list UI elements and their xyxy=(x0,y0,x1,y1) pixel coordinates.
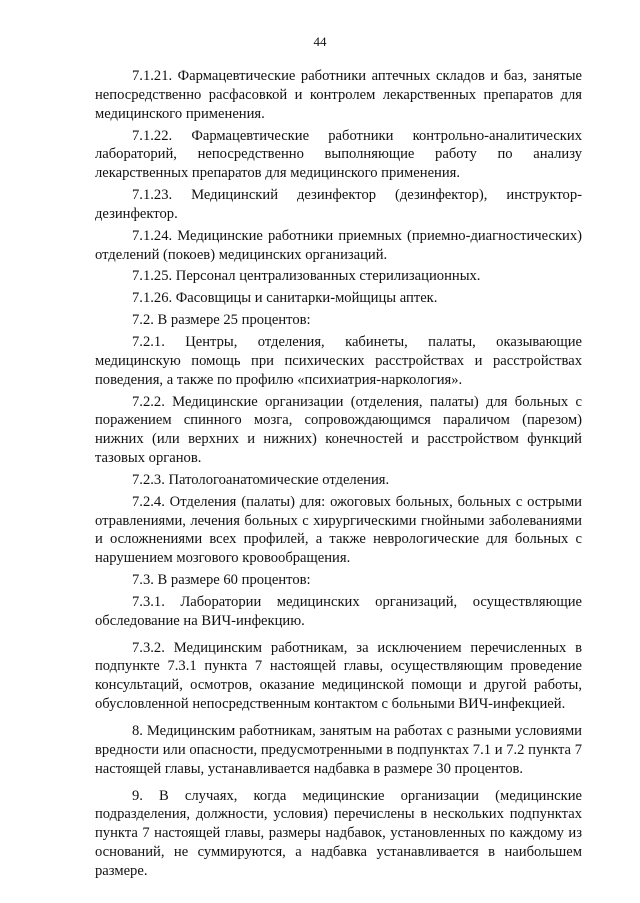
paragraph-7-1-22: 7.1.22. Фармацевтические работники контрольно-аналитических лабораторий, непосредственно выполняющие работу по анализу лекарственных препаратов для медицинского применения. xyxy=(95,127,582,182)
paragraph-9: 9. В случаях, когда медицинские организации (медицинские подразделения, должности, условия) перечислены в нескольких подпунктах пункта 7 настоящей главы, размеры надбавок, установленных по каждому из оснований, не суммируются, а надбавка устанавливается в наибольшем размере. xyxy=(95,787,582,879)
paragraph-7-3: 7.3. В размере 60 процентов: xyxy=(132,572,311,589)
paragraph-7-2-3: 7.2.3. Патологоанатомические отделения. xyxy=(132,471,390,488)
paragraph-7-2-4: 7.2.4. Отделения (палаты) для: ожоговых больных, больных с острыми отравлениями, лечения больных с хирургическими гнойными заболеваниями и осложнениями всех профилей, а также неврологические для больных с нарушением мозгового кровообращения. xyxy=(95,493,582,567)
document-body xyxy=(95,67,582,881)
paragraph-7-2: 7.2. В размере 25 процентов: xyxy=(132,312,311,329)
paragraph-7-1-26: 7.1.26. Фасовщицы и санитарки-мойщицы аптек. xyxy=(132,290,438,307)
paragraph-7-2-2: 7.2.2. Медицинские организации (отделения, палаты) для больных с поражением спинного мозга, сопровождающимся параличом (парезом) нижних (или верхних и нижних) конечностей и расстройством функций тазовых органов. xyxy=(95,393,582,467)
paragraph-7-1-25: 7.1.25. Персонал централизованных стерилизационных. xyxy=(132,268,481,285)
paragraph-7-3-2: 7.3.2. Медицинским работникам, за исключением перечисленных в подпункте 7.3.1 пункта 7 настоящей главы, осуществляющим проведение консультаций, осмотров, оказание медицинской помощи и другой работы, обусловленной непосредственным контактом с больными ВИЧ-инфекцией. xyxy=(95,639,582,713)
paragraph-7-1-24: 7.1.24. Медицинские работники приемных (приемно-диагностических) отделений (покоев) медицинских организаций. xyxy=(95,227,582,263)
paragraph-8: 8. Медицинским работникам, занятым на работах с разными условиями вредности или опасности, предусмотренными в подпунктах 7.1 и 7.2 пункта 7 настоящей главы, устанавливается надбавка в размере 30 процентов. xyxy=(95,723,582,777)
paragraph-7-1-23: 7.1.23. Медицинский дезинфектор (дезинфектор), инструктор-дезинфектор. xyxy=(95,187,582,222)
paragraph-7-2-1: 7.2.1. Центры, отделения, кабинеты, палаты, оказывающие медицинскую помощь при психических расстройствах и расстройствах поведения, а также по профилю «психиатрия-наркология». xyxy=(95,333,582,388)
page-number: 44 xyxy=(313,34,327,49)
paragraph-7-1-21: 7.1.21. Фармацевтические работники аптечных складов и баз, занятые непосредственно расфасовкой и контролем лекарственных препаратов для медицинского применения. xyxy=(95,68,582,122)
paragraph-7-3-1: 7.3.1. Лаборатории медицинских организаций, осуществляющие обследование на ВИЧ-инфекцию. xyxy=(95,593,582,629)
